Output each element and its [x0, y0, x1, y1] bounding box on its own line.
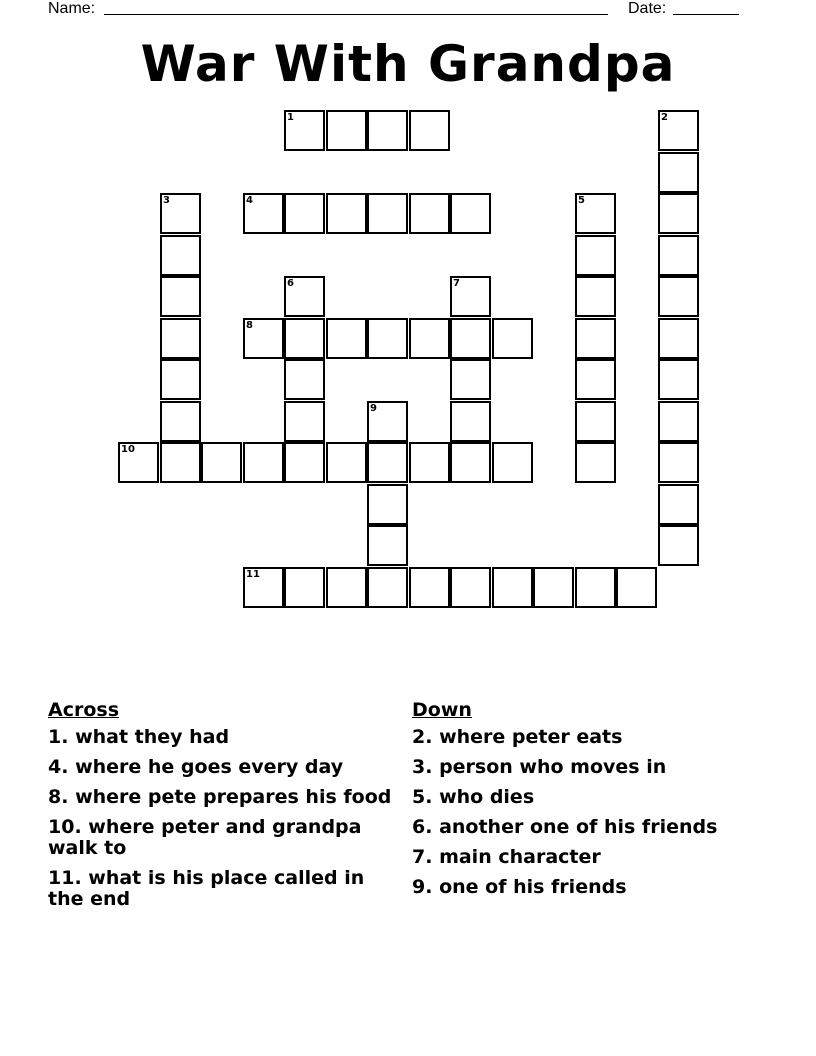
grid-cell[interactable] [284, 276, 325, 317]
clue-text: another one of his friends [432, 816, 718, 838]
grid-cell[interactable] [658, 359, 699, 400]
grid-cell[interactable] [450, 318, 491, 359]
across-clue [48, 787, 393, 808]
clue-text: where peter eats [432, 726, 623, 748]
grid-cell[interactable] [658, 193, 699, 234]
down-clue [412, 847, 757, 868]
name-label: Name: [48, 0, 96, 17]
grid-cell[interactable] [409, 110, 450, 151]
grid-cell[interactable] [201, 442, 242, 483]
grid-cell[interactable] [492, 318, 533, 359]
grid-cell[interactable] [160, 235, 201, 276]
grid-cell[interactable] [326, 318, 367, 359]
grid-cell[interactable] [616, 567, 657, 608]
clue-text: main character [432, 846, 601, 868]
grid-cell[interactable] [575, 442, 616, 483]
clue-number: 6. [412, 816, 433, 838]
down-clue [412, 787, 757, 808]
grid-cell[interactable] [284, 110, 325, 151]
grid-cell[interactable] [575, 276, 616, 317]
clue-text: who dies [432, 786, 535, 808]
grid-cell[interactable] [367, 567, 408, 608]
grid-cell[interactable] [326, 567, 367, 608]
grid-cell[interactable] [409, 318, 450, 359]
clue-number: 1. [48, 726, 69, 748]
clue-number-label: 6 [287, 278, 294, 289]
grid-cell[interactable] [367, 110, 408, 151]
clue-number-label: 3 [163, 195, 170, 206]
clue-text: where pete prepares his food [68, 786, 392, 808]
grid-cell[interactable] [575, 359, 616, 400]
grid-cell[interactable] [658, 442, 699, 483]
clue-number-label: 2 [661, 112, 668, 123]
grid-cell[interactable] [450, 193, 491, 234]
grid-cell[interactable] [409, 442, 450, 483]
clue-text: where he goes every day [68, 756, 344, 778]
grid-cell[interactable] [658, 525, 699, 566]
grid-cell[interactable] [160, 193, 201, 234]
grid-cell[interactable] [367, 442, 408, 483]
grid-cell[interactable] [658, 276, 699, 317]
clue-number-label: 9 [370, 403, 377, 414]
grid-cell[interactable] [284, 359, 325, 400]
grid-cell[interactable] [658, 152, 699, 193]
grid-cell[interactable] [450, 442, 491, 483]
grid-cell[interactable] [326, 110, 367, 151]
grid-cell[interactable] [160, 276, 201, 317]
across-heading: Across [48, 699, 120, 721]
clue-number: 4. [48, 756, 69, 778]
grid-cell[interactable] [409, 567, 450, 608]
grid-cell[interactable] [243, 193, 284, 234]
grid-cell[interactable] [367, 318, 408, 359]
grid-cell[interactable] [284, 318, 325, 359]
down-clues [412, 700, 757, 907]
grid-cell[interactable] [367, 401, 408, 442]
date-label: Date: [628, 0, 667, 17]
clue-number: 3. [412, 756, 433, 778]
grid-cell[interactable] [492, 567, 533, 608]
grid-cell[interactable] [658, 318, 699, 359]
grid-cell[interactable] [658, 484, 699, 525]
grid-cell[interactable] [284, 401, 325, 442]
across-clues [48, 700, 393, 919]
grid-cell[interactable] [492, 442, 533, 483]
grid-cell[interactable] [284, 567, 325, 608]
clue-number-label: 1 [287, 112, 294, 123]
grid-cell[interactable] [450, 401, 491, 442]
clue-number: 8. [48, 786, 69, 808]
grid-cell[interactable] [160, 442, 201, 483]
grid-cell[interactable] [284, 193, 325, 234]
clue-number: 10. [48, 816, 82, 838]
down-clue [412, 817, 757, 838]
down-clue [412, 757, 757, 778]
grid-cell[interactable] [367, 484, 408, 525]
grid-cell[interactable] [118, 442, 159, 483]
clue-number-label: 5 [578, 195, 585, 206]
grid-cell[interactable] [409, 193, 450, 234]
grid-cell[interactable] [160, 318, 201, 359]
down-clue [412, 877, 757, 898]
clue-text: what is his place called in the end [48, 867, 365, 910]
grid-cell[interactable] [533, 567, 574, 608]
page-title: War With Grandpa [140, 35, 676, 93]
clue-text: what they had [68, 726, 230, 748]
grid-cell[interactable] [575, 401, 616, 442]
clue-text: where peter and grandpa walk to [48, 816, 362, 859]
clue-number: 5. [412, 786, 433, 808]
grid-cell[interactable] [450, 567, 491, 608]
grid-cell[interactable] [243, 442, 284, 483]
grid-cell[interactable] [367, 525, 408, 566]
grid-cell[interactable] [575, 567, 616, 608]
clue-text: person who moves in [432, 756, 667, 778]
grid-cell[interactable] [450, 276, 491, 317]
clue-number-label: 11 [246, 569, 260, 580]
grid-cell[interactable] [575, 318, 616, 359]
clue-number: 7. [412, 846, 433, 868]
grid-cell[interactable] [658, 235, 699, 276]
grid-cell[interactable] [326, 442, 367, 483]
grid-cell[interactable] [575, 235, 616, 276]
clue-text: one of his friends [432, 876, 627, 898]
grid-cell[interactable] [658, 110, 699, 151]
clue-number: 11. [48, 867, 82, 889]
grid-cell[interactable] [160, 401, 201, 442]
grid-cell[interactable] [367, 193, 408, 234]
grid-cell[interactable] [243, 567, 284, 608]
clue-number-label: 10 [121, 444, 135, 455]
down-clue [412, 727, 757, 748]
clue-number-label: 7 [453, 278, 460, 289]
across-clue [48, 868, 393, 910]
across-clue [48, 817, 393, 859]
clue-number-label: 4 [246, 195, 253, 206]
down-heading: Down [412, 699, 472, 721]
clue-number-label: 8 [246, 320, 253, 331]
grid-cell[interactable] [326, 193, 367, 234]
across-clue [48, 727, 393, 748]
grid-cell[interactable] [243, 318, 284, 359]
clue-number: 2. [412, 726, 433, 748]
grid-cell[interactable] [284, 442, 325, 483]
grid-cell[interactable] [658, 401, 699, 442]
grid-cell[interactable] [160, 359, 201, 400]
grid-cell[interactable] [450, 359, 491, 400]
across-clue [48, 757, 393, 778]
grid-cell[interactable] [575, 193, 616, 234]
clue-number: 9. [412, 876, 433, 898]
